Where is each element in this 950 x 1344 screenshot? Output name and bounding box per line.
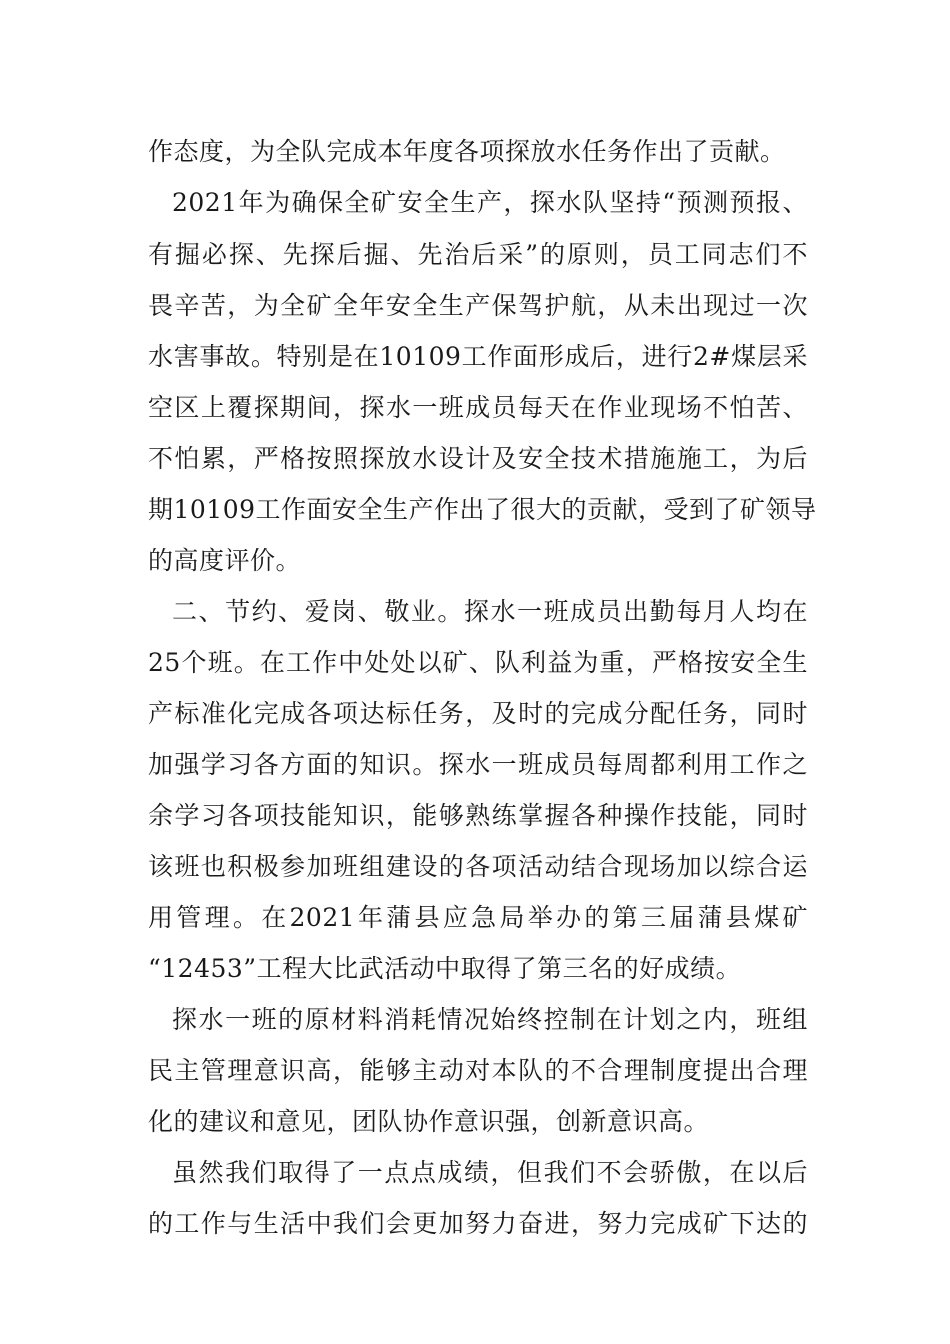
text-line: 的高度评价。 (148, 546, 302, 575)
text-line: 畏辛苦，为全矿全年安全生产保驾护航，从未出现过一次 (148, 291, 808, 320)
text-line: 民主管理意识高，能够主动对本队的不合理制度提出合理 (148, 1056, 808, 1085)
text-line: 二、节约、爱岗、敬业。探水一班成员出勤每月人均在 (172, 597, 808, 626)
text-line: 2021年为确保全矿安全生产，探水队坚持“预测预报、 (172, 188, 808, 217)
text-line: 的工作与生活中我们会更加努力奋进，努力完成矿下达的 (148, 1209, 808, 1238)
text-line: 探水一班的原材料消耗情况始终控制在计划之内，班组 (172, 1005, 808, 1034)
text-line: 有掘必探、先探后掘、先治后采”的原则，员工同志们不 (148, 240, 808, 269)
text-line: 加强学习各方面的知识。探水一班成员每周都利用工作之 (148, 750, 808, 779)
text-line: 期10109工作面安全生产作出了很大的贡献，受到了矿领导 (148, 495, 817, 524)
text-line: 空区上覆探期间，探水一班成员每天在作业现场不怕苦、 (148, 393, 808, 422)
text-line: 该班也积极参加班组建设的各项活动结合现场加以综合运 (148, 852, 808, 881)
text-line: 25个班。在工作中处处以矿、队利益为重，严格按安全生 (148, 648, 808, 677)
text-line: 化的建议和意见，团队协作意识强，创新意识高。 (148, 1107, 710, 1136)
text-line: 作态度，为全队完成本年度各项探放水任务作出了贡献。 (148, 137, 786, 166)
text-line: 产标准化完成各项达标任务，及时的完成分配任务，同时 (148, 699, 808, 728)
text-line: 用管理。在2021年蒲县应急局举办的第三届蒲县煤矿 (148, 903, 808, 932)
text-line: 余学习各项技能知识，能够熟练掌握各种操作技能，同时 (148, 801, 808, 830)
text-line: 不怕累，严格按照探放水设计及安全技术措施施工，为后 (148, 444, 808, 473)
text-line: 水害事故。特别是在10109工作面形成后，进行2#煤层采 (148, 342, 808, 371)
text-line: 虽然我们取得了一点点成绩，但我们不会骄傲，在以后 (172, 1158, 808, 1187)
text-line: “12453”工程大比武活动中取得了第三名的好成绩。 (148, 954, 742, 983)
